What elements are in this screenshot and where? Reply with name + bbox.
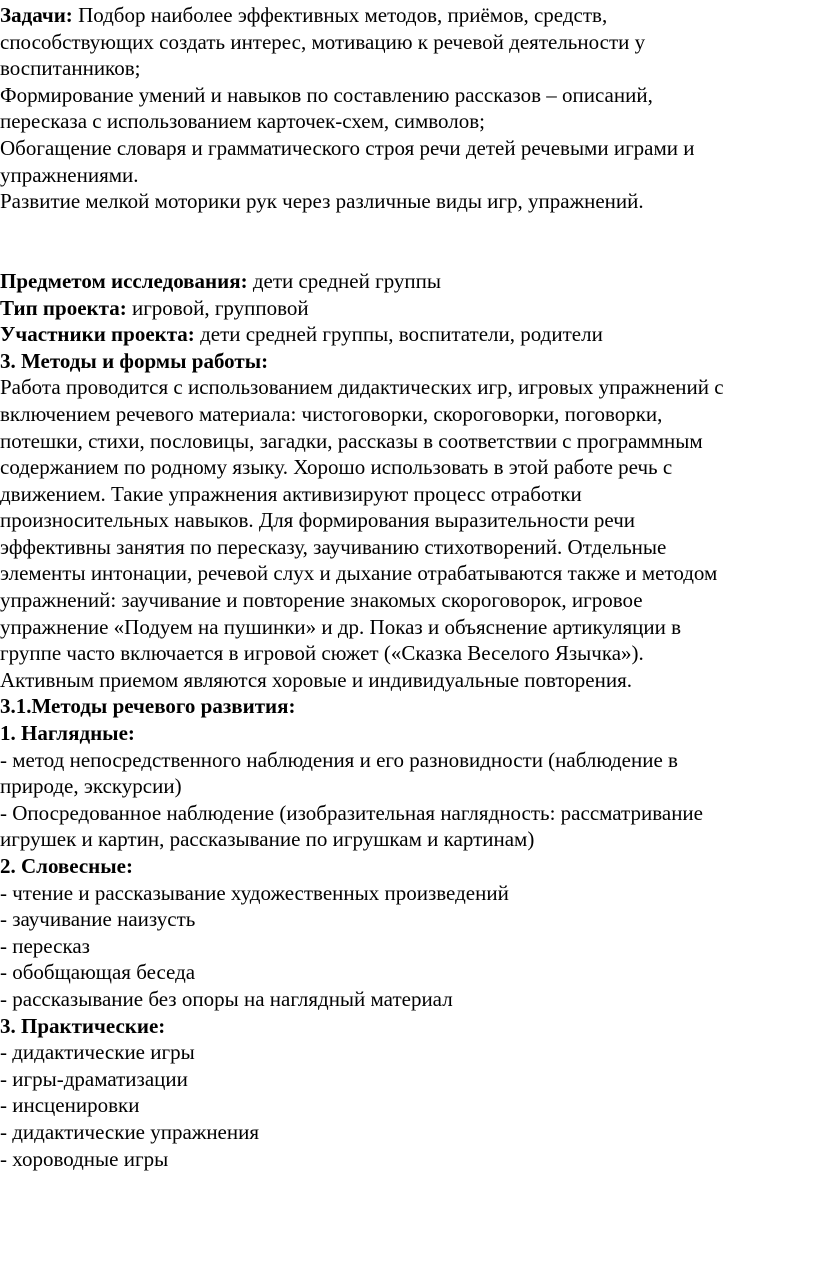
methods-line: группе часто включается в игровой сюжет («Сказка Веселого Язычка»).: [0, 641, 644, 666]
subject-line: [0, 268, 816, 295]
tasks-line: Формирование умений и навыков по составлению рассказов – описаний,: [0, 82, 653, 107]
list-item: - обобщающая беседа: [0, 960, 196, 985]
list-item: - метод непосредственного наблюдения и его разновидности (наблюдение в: [0, 747, 678, 772]
list-item: - игры-драматизации: [0, 1066, 188, 1091]
methods-heading: 3. Методы и формы работы:: [0, 348, 269, 373]
verbal-methods-heading: 2. Словесные:: [0, 854, 133, 878]
project-type-line: [0, 295, 816, 322]
subject-value: дети средней группы: [247, 268, 442, 293]
list-item: - дидактические упражнения: [0, 1119, 260, 1144]
blank-line: [0, 215, 816, 242]
blank-line: [0, 241, 816, 268]
visual-methods-heading: 1. Наглядные:: [0, 721, 135, 746]
list-item: игрушек и картин, рассказывание по игрушкам и картинам): [0, 827, 535, 852]
methods-line: произносительных навыков. Для формирования выразительности речи: [0, 508, 636, 533]
methods-line: эффективны занятия по пересказу, заучиванию стихотворений. Отдельные: [0, 534, 667, 559]
methods-line: потешки, стихи, пословицы, загадки, рассказы в соответствии с программным: [0, 428, 703, 453]
list-item: - Опосредованное наблюдение (изобразительная наглядность: рассматривание: [0, 800, 703, 825]
project-type-label: Тип проекта:: [0, 295, 127, 320]
methods-line: Работа проводится с использованием дидактических игр, игровых упражнений с: [0, 375, 724, 400]
project-type-value: игровой, групповой: [126, 295, 309, 320]
methods-line: упражнений: заучивание и повторение знакомых скороговорок, игровое: [0, 588, 643, 613]
practical-methods-heading: 3. Практические:: [0, 1013, 166, 1038]
list-item: - дидактические игры: [0, 1040, 195, 1065]
list-item: - чтение и рассказывание художественных произведений: [0, 880, 509, 905]
speech-methods-heading: 3.1.Методы речевого развития:: [0, 694, 296, 719]
tasks-line: упражнениями.: [0, 162, 139, 187]
methods-line: упражнение «Подуем на пушинки» и др. Показ и объяснение артикуляции в: [0, 614, 682, 639]
tasks-line: Подбор наиболее эффективных методов, приёмов, средств,: [72, 3, 608, 27]
tasks-first-line: [0, 2, 816, 29]
participants-line: [0, 321, 816, 348]
methods-line: содержанием по родному языку. Хорошо использовать в этой работе речь с: [0, 455, 673, 480]
methods-line: элементы интонации, речевой слух и дыхание отрабатываются также и методом: [0, 561, 718, 586]
tasks-line: способствующих создать интерес, мотивацию к речевой деятельности у: [0, 29, 646, 54]
tasks-line: Обогащение словаря и грамматического строя речи детей речевыми играми и: [0, 135, 695, 160]
speech-methods-section: [0, 693, 816, 1172]
list-item: - рассказывание без опоры на наглядный материал: [0, 986, 453, 1011]
tasks-line: пересказа с использованием карточек-схем, символов;: [0, 109, 485, 134]
list-item: - заучивание наизусть: [0, 907, 196, 932]
methods-line: Активным приемом являются хоровые и индивидуальные повторения.: [0, 667, 633, 692]
list-item: - хороводные игры: [0, 1146, 169, 1171]
subject-label: Предметом исследования:: [0, 268, 248, 293]
participants-label: Участники проекта:: [0, 322, 195, 347]
participants-value: дети средней группы, воспитатели, родители: [194, 322, 603, 347]
tasks-line: воспитанников;: [0, 56, 141, 81]
list-item: - пересказ: [0, 933, 90, 958]
methods-line: движением. Такие упражнения активизируют процесс отработки: [0, 481, 582, 506]
tasks-line: Развитие мелкой моторики рук через различные виды игр, упражнений.: [0, 189, 644, 214]
methods-line: включением речевого материала: чистоговорки, скороговорки, поговорки,: [0, 401, 663, 426]
tasks-section: [0, 2, 816, 215]
tasks-label: Задачи:: [0, 3, 73, 27]
methods-section: [0, 348, 816, 694]
list-item: - инсценировки: [0, 1093, 140, 1118]
list-item: природе, экскурсии): [0, 774, 182, 799]
